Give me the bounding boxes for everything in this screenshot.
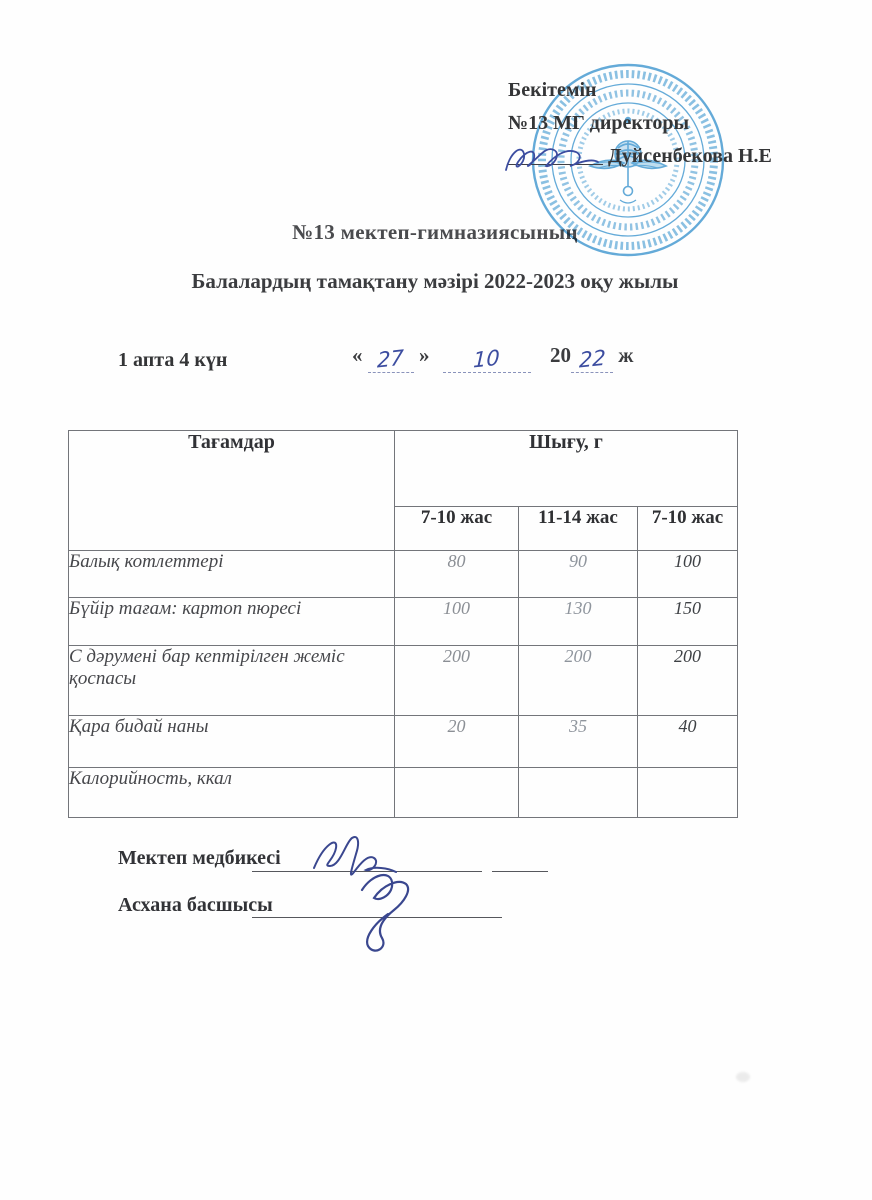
canteen-signature-ink (326, 868, 446, 958)
portion-value: 200 (395, 646, 519, 716)
title-menu: Балалардың тамақтану мәзірі 2022-2023 оқу жылы (191, 269, 679, 293)
date-close-quote: » (419, 343, 430, 367)
approval-signature-row (508, 140, 772, 173)
portion-value (519, 768, 638, 818)
date-year-handwritten: 22 (578, 345, 606, 373)
date-month-slot (443, 347, 531, 373)
director-signature-line (508, 164, 603, 165)
signoff-nurse-label: Мектеп медбикесі (118, 847, 281, 869)
portion-value: 100 (638, 551, 738, 598)
column-header-dishes: Тағамдар (69, 431, 395, 551)
dish-name: Қара бидай наны (69, 716, 395, 768)
age-header-3: 7-10 жас (638, 507, 738, 551)
portion-value (638, 768, 738, 818)
date-year-label: ж (618, 343, 634, 367)
date-day-handwritten: 27 (377, 345, 405, 373)
approval-line-2: №13 МГ директоры (508, 112, 690, 134)
date-day-slot (368, 347, 414, 373)
portion-value: 200 (519, 646, 638, 716)
table-row (69, 646, 738, 716)
director-signature-ink (500, 138, 610, 180)
portion-value: 130 (519, 598, 638, 646)
dish-name: Балық котлеттері (69, 551, 395, 598)
age-header-1: 7-10 жас (395, 507, 519, 551)
title-school: №13 мектеп-гимназиясының (292, 220, 578, 244)
approval-signatory-name: Дуйсенбекова Н.Е (608, 145, 772, 167)
portion-value: 80 (395, 551, 519, 598)
column-header-output: Шығу, г (395, 431, 738, 507)
date-year-slot (571, 347, 613, 373)
portion-value: 90 (519, 551, 638, 598)
portion-value: 35 (519, 716, 638, 768)
signoff-canteen-label: Асхана басшысы (118, 894, 273, 916)
nurse-signature-line-short (492, 871, 548, 872)
dish-name: Калорийность, ккал (69, 768, 395, 818)
scan-smudge-artifact (736, 1072, 750, 1082)
date-line (352, 343, 633, 373)
age-header-2: 11-14 жас (519, 507, 638, 551)
portion-value: 200 (638, 646, 738, 716)
date-year-prefix: 20 (550, 343, 571, 367)
table-row (69, 716, 738, 768)
table-row (69, 551, 738, 598)
portion-value: 100 (395, 598, 519, 646)
date-month-handwritten: 10 (473, 345, 501, 373)
portion-value: 20 (395, 716, 519, 768)
table-row (69, 768, 738, 818)
date-open-quote: « (352, 343, 363, 367)
portion-value (395, 768, 519, 818)
menu-table (68, 430, 738, 818)
dish-name: С дәрумені бар кептірілген жеміс қоспасы (69, 646, 395, 716)
dish-name: Бүйір тағам: картоп пюресі (69, 598, 395, 646)
portion-value: 40 (638, 716, 738, 768)
approval-line-1: Бекітемін (508, 79, 597, 101)
table-row (69, 598, 738, 646)
week-day-label: 1 апта 4 күн (118, 349, 228, 371)
approval-block (508, 74, 772, 173)
portion-value: 150 (638, 598, 738, 646)
